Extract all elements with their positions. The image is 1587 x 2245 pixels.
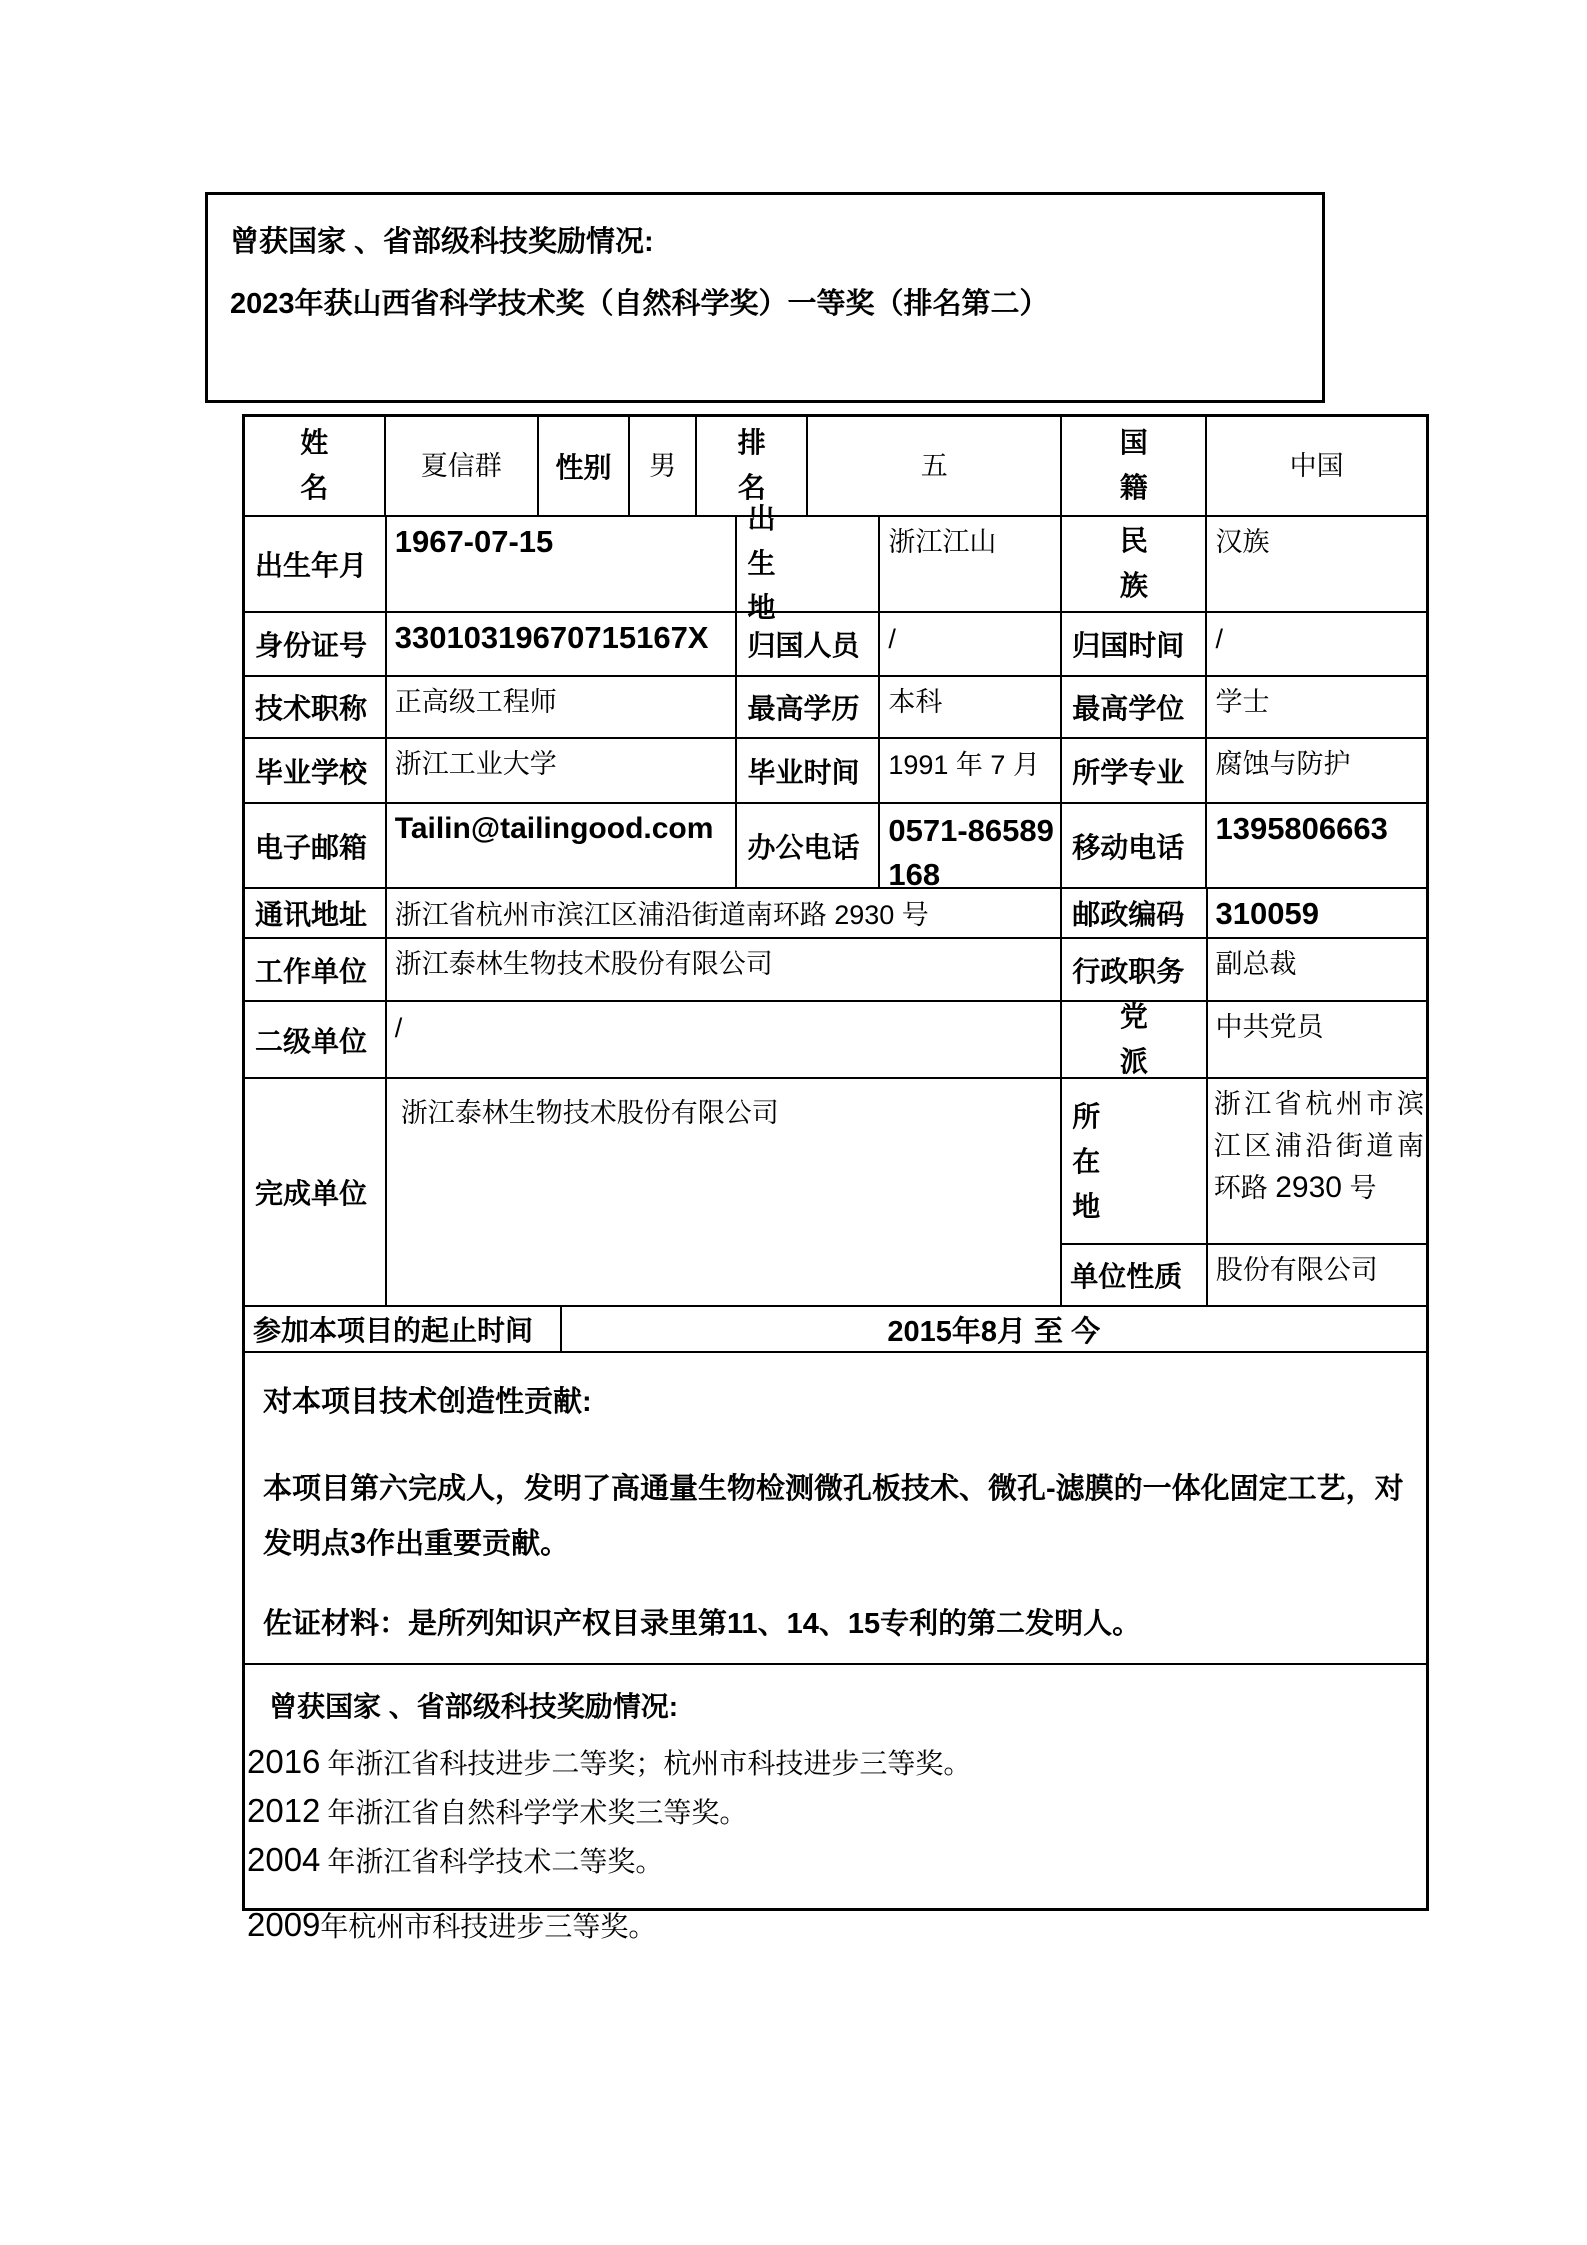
mobile-phone-label: 移动电话 [1062,804,1207,887]
returnee-value: / [880,613,1062,675]
nationality-value: 中国 [1289,451,1344,481]
unit-type-row [1062,1245,1426,1305]
school-label: 毕业学校 [245,739,387,802]
award-item: 2016 年浙江省科技进步二等奖；杭州市科技进步三等奖。 [247,1743,972,1780]
address-label: 通讯地址 [245,889,387,937]
prior-awards-heading: 曾获国家 、省部级科技奖励情况: [230,226,654,258]
birth-place-value: 浙江江山 [880,517,1062,611]
degree-value: 学士 [1215,687,1270,717]
unit-type-value: 股份有限公司 [1215,1255,1378,1285]
row-completing-unit [245,1079,1426,1307]
contribution-cell [245,1353,1426,1663]
row-name [245,417,1426,517]
row-contribution [245,1353,1426,1665]
return-time-label: 归国时间 [1062,613,1207,675]
tech-title-value: 正高级工程师 [387,677,738,737]
birth-date-label: 出生年月 [245,517,387,611]
return-time-value: / [1215,624,1223,654]
education-value: 本科 [880,677,1062,737]
id-number-value: 33010319670715167X [387,613,738,675]
unit-location-label: 所在地 [1062,1079,1207,1243]
name-value: 夏信群 [386,417,540,515]
awards-heading: 曾获国家 、省部级科技奖励情况: [269,1691,679,1722]
nationality-label: 国籍 [1062,417,1207,515]
prior-award-2023: 2023年获山西省科学技术奖（自然科学奖）一等奖（排名第二） [230,288,1049,320]
unit-type-label: 单位性质 [1062,1245,1207,1305]
personnel-form-table [242,414,1429,1943]
degree-label: 最高学位 [1062,677,1207,737]
award-item: 2009年杭州市科技进步三等奖。 [247,1906,657,1943]
rank-label: 排名 [697,417,808,515]
rank-value: 五 [808,417,1062,515]
id-number-label: 身份证号 [245,613,387,675]
email-value: Tailin@tailingood.com [387,804,738,887]
project-period-label: 参加本项目的起止时间 [245,1307,562,1351]
admin-post-value: 副总裁 [1215,949,1297,979]
row-title [245,677,1426,739]
awards-cell [245,1665,1426,1943]
employer-label: 工作单位 [245,939,387,1000]
contribution-paragraph: 本项目第六完成人，发明了高通量生物检测微孔板技术、微孔-滤膜的一体化固定工艺，对发明点3作出重要贡献。 [263,1473,1404,1560]
email-label: 电子邮箱 [245,804,387,887]
award-year: 2012 [247,1792,321,1829]
award-year: 2016 [247,1743,321,1780]
birth-date-value: 1967-07-15 [387,517,738,611]
unit-right-block [1062,1079,1426,1305]
mobile-phone-value: 1395806663 [1215,811,1388,846]
award-year: 2004 [247,1841,321,1878]
sub-unit-label: 二级单位 [245,1002,387,1077]
award-item: 2012 年浙江省自然科学学术奖三等奖。 [247,1792,748,1829]
major-label: 所学专业 [1062,739,1207,802]
unit-location-street-number: 2930 [1275,1171,1342,1204]
row-address [245,889,1426,939]
school-value: 浙江工业大学 [387,739,738,802]
gender-label: 性别 [539,417,630,515]
postcode-value: 310059 [1215,896,1319,931]
row-contact [245,804,1426,892]
sub-unit-value: / [387,1002,1063,1077]
completing-unit-label: 完成单位 [245,1079,387,1305]
birth-place-label: 出生地 [737,517,880,611]
row-birth [245,502,1426,624]
education-label: 最高学历 [737,677,880,737]
office-phone-label: 办公电话 [737,804,880,887]
contribution-evidence: 佐证材料：是所列知识产权目录里第11、14、15专利的第二发明人。 [263,1608,1142,1640]
party-label: 党派 [1062,1002,1207,1077]
ethnicity-value: 汉族 [1215,527,1270,557]
ethnicity-label: 民族 [1062,517,1207,611]
office-phone-value: 0571-86589168 [880,804,1062,887]
contribution-heading: 对本项目技术创造性贡献: [263,1386,592,1418]
name-label: 姓名 [245,417,386,515]
graduation-label: 毕业时间 [737,739,880,802]
prior-awards-note-box [205,192,1325,403]
address-value: 浙江省杭州市滨江区浦沿街道南环路 2930 号 [387,889,1063,937]
tech-title-label: 技术职称 [245,677,387,737]
employer-value: 浙江泰林生物技术股份有限公司 [387,939,1063,1000]
party-value: 中共党员 [1215,1012,1324,1042]
unit-location-row [1062,1079,1426,1245]
admin-post-label: 行政职务 [1062,939,1207,1000]
row-project-period [245,1307,1426,1353]
row-awards [245,1665,1426,1943]
postcode-label: 邮政编码 [1062,889,1207,937]
gender-value: 男 [630,417,697,515]
award-item: 2004 年浙江省科学技术二等奖。 [247,1841,664,1878]
returnee-label: 归国人员 [737,613,880,675]
row-employer [245,939,1426,1002]
award-year: 2009 [247,1906,321,1943]
row-id [245,613,1426,677]
completing-unit-value: 浙江泰林生物技术股份有限公司 [387,1079,1063,1305]
project-period-value: 2015年8月 至 今 [887,1315,1101,1348]
unit-location-value: 浙江省杭州市滨江区浦沿街道南环路 2930 号 [1213,1089,1424,1204]
row-sub-unit [245,1002,1426,1079]
graduation-value: 1991 年 7 月 [880,739,1062,802]
major-value: 腐蚀与防护 [1215,749,1351,779]
row-school [245,739,1426,804]
